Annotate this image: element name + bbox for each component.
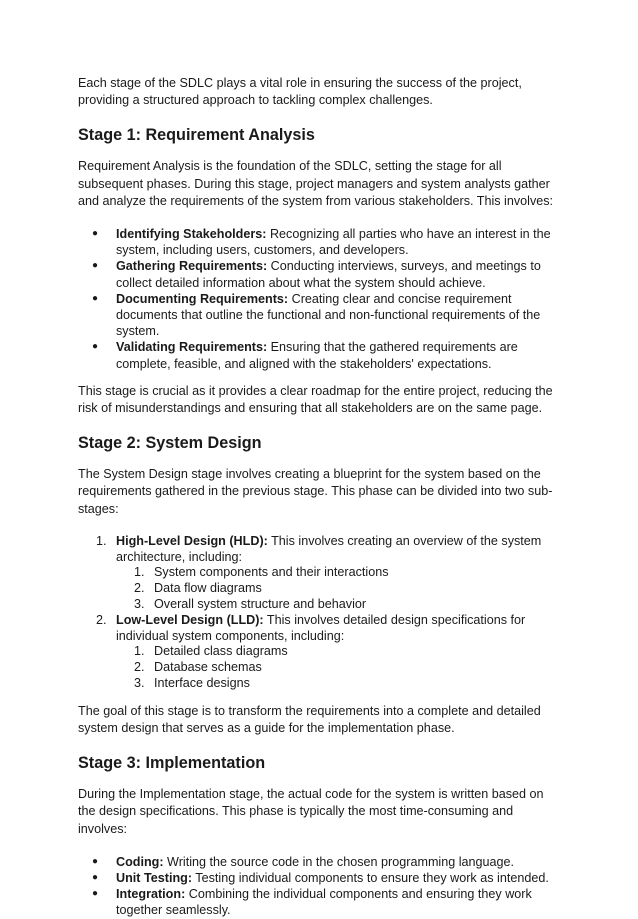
stage2-numbered-list [78,534,558,692]
sub-list-item [134,676,558,692]
bullet-text: Combining the individual components and ensuring they work together seamlessly. [116,887,532,918]
sub-list-item [134,581,558,597]
list-number: 1. [134,565,145,580]
list-item [96,612,558,692]
list-text: Interface designs [154,676,250,691]
bullet-icon: ● [92,855,99,867]
bullet-term: Validating Requirements: [116,340,268,355]
bullet-icon: ● [92,888,99,900]
list-number: 3. [134,676,145,691]
list-item [92,870,558,886]
bullet-text: Creating clear and concise requirement documents that outline the functional and non-functional requirements of the system. [116,291,541,339]
stage3-paragraph: During the Implementation stage, the actual code for the system is written based on the design specifications. This phase is typically the most time-consuming and involves: [78,787,544,836]
stage1-paragraph: Requirement Analysis is the foundation of the SDLC, setting the stage for all subsequent phases. During this stage, project managers and system analysts gather and analyze the requirements of the system from various stakeholders. This involves: [78,159,554,208]
list-item [92,226,558,258]
sub-list-item [134,597,558,613]
stage2-paragraph: The System Design stage involves creating a blueprint for the system based on the requirements gathered in the previous stage. This phase can be divided into two sub-stages: [78,467,553,516]
bullet-term: Documenting Requirements: [116,291,289,306]
bullet-text: Writing the source code in the chosen programming language. [163,854,515,869]
bullet-term: Unit Testing: [116,871,193,886]
list-item [92,291,558,340]
list-term: High-Level Design (HLD): [116,533,268,548]
list-item [92,339,558,371]
sub-list [116,644,558,691]
stage2-closing: The goal of this stage is to transform the requirements into a complete and detailed system design that serves as a guide for the implementation phase. [78,703,541,736]
bullet-icon: ● [92,292,99,304]
list-number: 3. [134,597,145,612]
list-number: 2. [96,612,107,627]
list-term: Low-Level Design (LLD): [116,612,264,627]
list-number: 2. [134,660,145,675]
stage3-heading: Stage 3: Implementation [78,754,266,773]
bullet-icon: ● [92,228,99,240]
bullet-term: Coding: [116,854,164,869]
sub-list-item [134,644,558,660]
bullet-text: Recognizing all parties who have an interest in the system, including users, customers, and developers. [116,227,551,258]
sub-list [116,565,558,612]
stage1-heading: Stage 1: Requirement Analysis [78,126,315,145]
list-text: Database schemas [154,660,262,675]
stage1-closing: This stage is crucial as it provides a clear roadmap for the entire project, reducing the risk of misunderstandings and ensuring that all stakeholders are on the same page. [78,383,553,416]
list-number: 1. [134,644,145,659]
sub-list-item [134,565,558,581]
bullet-text: Ensuring that the gathered requirements are complete, feasible, and aligned with the stakeholders' expectations. [116,340,518,371]
bullet-text: Testing individual components to ensure they work as intended. [192,871,549,886]
bullet-text: Conducting interviews, surveys, and meetings to collect detailed information about what the system should achieve. [116,259,541,290]
list-item [92,258,558,290]
list-text: This involves detailed design specifications for individual system components, including: [116,612,526,643]
list-number: 2. [134,581,145,596]
list-text: System components and their interactions [154,565,389,580]
list-item [92,886,558,918]
list-text: Overall system structure and behavior [154,597,367,612]
stage2-heading: Stage 2: System Design [78,434,262,453]
list-item [92,854,558,870]
list-text: Data flow diagrams [154,581,262,596]
stage1-bullet-list [78,226,558,372]
sub-list-item [134,660,558,676]
list-text: This involves creating an overview of the system architecture, including: [116,533,542,564]
intro-paragraph: Each stage of the SDLC plays a vital role in ensuring the success of the project, providing a structured approach to tackling complex challenges. [78,76,522,108]
list-text: Detailed class diagrams [154,644,288,659]
list-number: 1. [96,533,107,548]
stage3-bullet-list [78,854,558,919]
bullet-icon: ● [92,872,99,884]
bullet-term: Identifying Stakeholders: [116,227,267,242]
bullet-term: Integration: [116,887,186,902]
bullet-icon: ● [92,260,99,272]
list-item [96,533,558,613]
bullet-term: Gathering Requirements: [116,259,268,274]
bullet-icon: ● [92,341,99,353]
